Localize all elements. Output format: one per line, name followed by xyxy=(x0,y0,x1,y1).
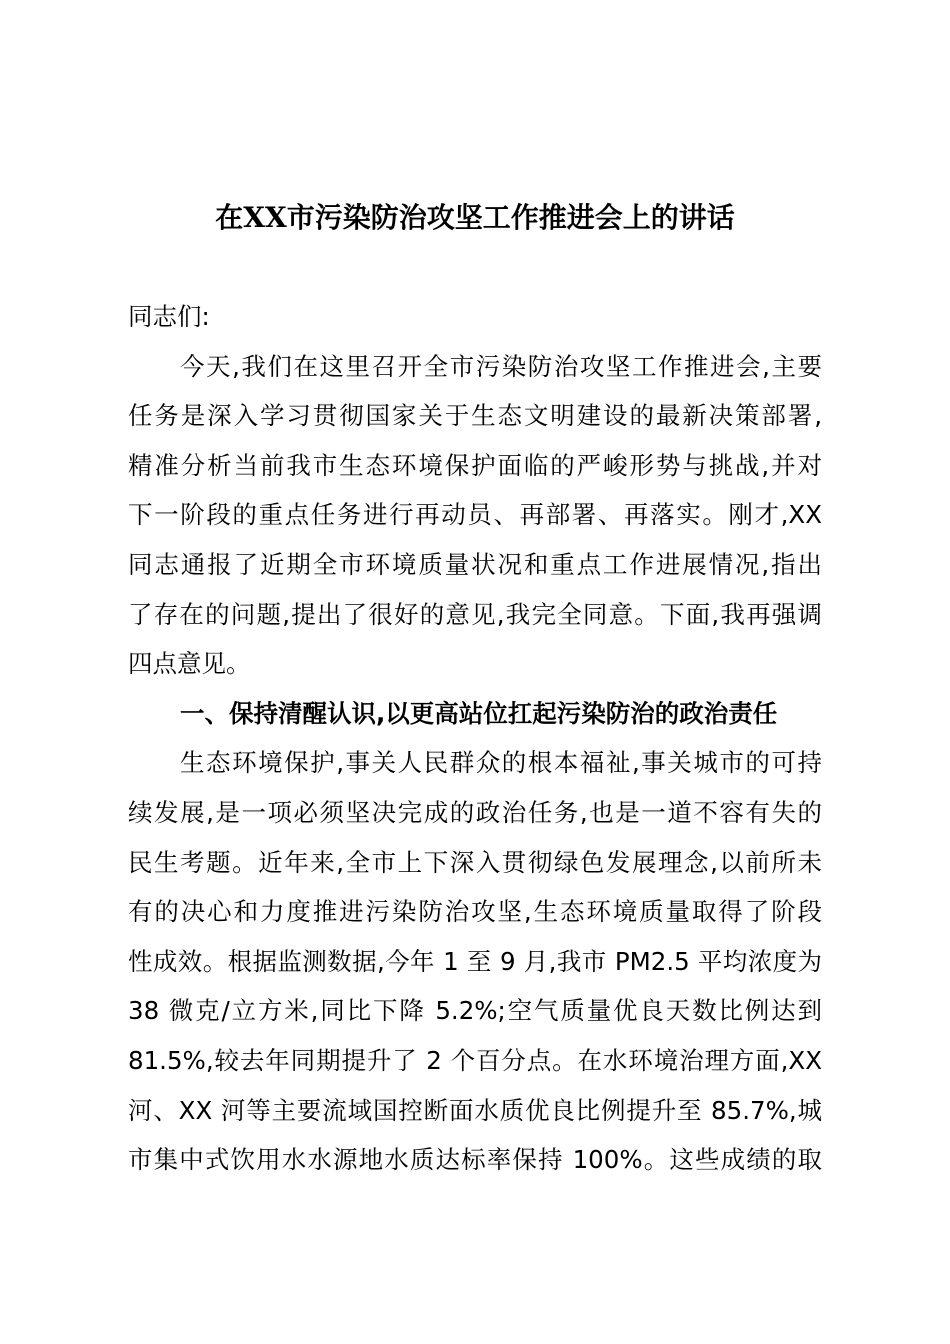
text-line: 今天,我们在这里召开全市污染防治攻坚工作推进会,主要 xyxy=(180,351,822,381)
text-line: 精准分析当前我市生态环境保护面临的严峻形势与挑战,并对 xyxy=(128,450,822,480)
text-line: 市集中式饮用水水源地水质达标率保持 100%。这些成绩的取 xyxy=(128,1145,822,1175)
paragraph-2 xyxy=(128,738,822,1184)
document-title: 在XX市污染防治攻坚工作推进会上的讲话 xyxy=(215,201,735,234)
text-line: 河、XX 河等主要流域国控断面水质优良比例提升至 85.7%,城 xyxy=(128,1095,822,1125)
text-line: 81.5%,较去年同期提升了 2 个百分点。在水环境治理方面,XX xyxy=(128,1045,822,1075)
text-line: 同志通报了近期全市环境质量状况和重点工作进展情况,指出 xyxy=(128,549,822,579)
text-line: 有的决心和力度推进污染防治攻坚,生态环境质量取得了阶段 xyxy=(128,897,822,927)
text-line: 下一阶段的重点任务进行再动员、再部署、再落实。刚才,XX xyxy=(128,500,822,530)
salutation: 同志们: xyxy=(128,302,210,331)
text-line: 四点意见。 xyxy=(128,649,251,679)
text-line: 生态环境保护,事关人民群众的根本福祉,事关城市的可持 xyxy=(180,748,822,778)
text-line: 38 微克/立方米,同比下降 5.2%;空气质量优良天数比例达到 xyxy=(128,996,822,1026)
text-line: 续发展,是一项必须坚决完成的政治任务,也是一道不容有失的 xyxy=(128,797,822,827)
paragraph-1 xyxy=(128,342,822,689)
text-line: 性成效。根据监测数据,今年 1 至 9 月,我市 PM2.5 平均浓度为 xyxy=(128,946,822,976)
text-line: 了存在的问题,提出了很好的意见,我完全同意。下面,我再强调 xyxy=(128,599,822,629)
text-line: 任务是深入学习贯彻国家关于生态文明建设的最新决策部署, xyxy=(128,401,822,431)
text-line: 民生考题。近年来,全市上下深入贯彻绿色发展理念,以前所未 xyxy=(128,847,822,877)
document-body xyxy=(128,292,822,1185)
section-heading-1: 一、保持清醒认识,以更高站位扛起污染防治的政治责任 xyxy=(180,698,778,728)
